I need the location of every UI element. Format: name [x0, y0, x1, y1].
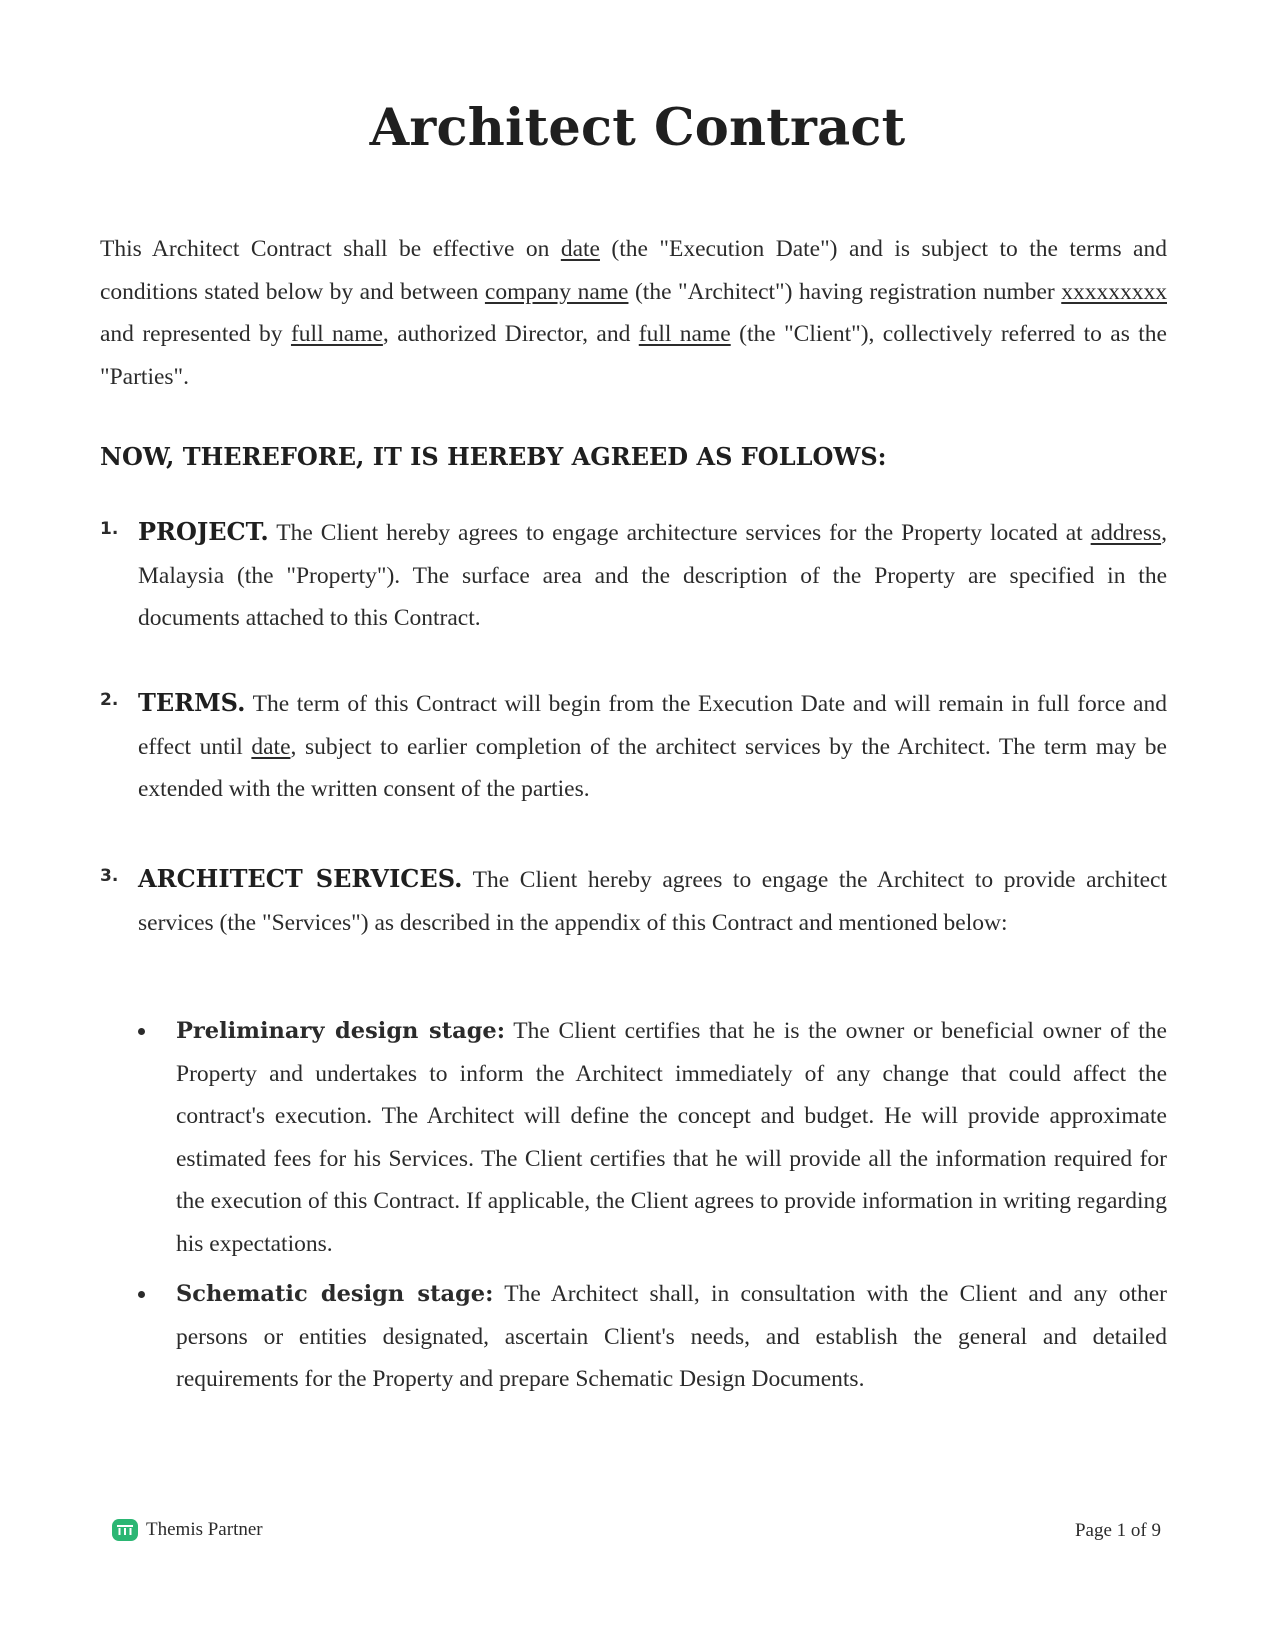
- clause-number: 3.: [100, 866, 119, 886]
- clause-heading: TERMS.: [138, 688, 246, 717]
- placeholder-client-name: full name: [638, 321, 731, 347]
- bullet-text: [176, 1010, 1167, 1265]
- clause-body: The Client hereby agrees to engage architecture services for the Property located at: [268, 520, 1091, 546]
- clause-heading: ARCHITECT SERVICES.: [138, 864, 463, 893]
- intro-text: This Architect Contract shall be effective on: [100, 236, 561, 262]
- bullet-icon: [138, 1291, 145, 1298]
- clause-number: 2.: [100, 690, 119, 710]
- intro-text: (the "Architect") having registration number: [628, 278, 1062, 305]
- themis-logo-icon: [112, 1519, 138, 1541]
- clause-body: , subject to earlier completion of the architect services by the Architect. The term may be extended with the written consent of the parties.: [138, 733, 1167, 802]
- footer-brand-name: Themis Partner: [146, 1519, 263, 1540]
- bullet-preliminary-design: [138, 1010, 1167, 1265]
- document-title: Architect Contract: [369, 98, 906, 158]
- bullet-heading: Schematic design stage:: [176, 1281, 494, 1307]
- clause-body: , Malaysia (the "Property"). The surface area and the description of the Property are specified in the documents attached to this Contract.: [138, 520, 1167, 631]
- bullet-schematic-design: [138, 1273, 1167, 1401]
- clause-body: The Client hereby agrees to engage the Architect to provide architect services (the "Services") as described in the appendix of this Contract and mentioned below:: [138, 867, 1167, 936]
- intro-text: , authorized Director, and: [382, 321, 639, 347]
- intro-text: (the "Client"), collectively referred to as the "Parties".: [100, 321, 1167, 390]
- clause-architect-services: [100, 858, 1167, 944]
- placeholder-director-name: full name: [290, 321, 383, 347]
- clause-text: [138, 511, 1167, 640]
- bullet-text: [176, 1273, 1167, 1401]
- intro-text: and represented by: [100, 321, 291, 347]
- placeholder-address: address: [1090, 520, 1162, 546]
- agreed-heading: NOW, THEREFORE, IT IS HEREBY AGREED AS FOLLOWS:: [100, 442, 887, 471]
- clause-terms: [100, 682, 1167, 811]
- footer-brand: [112, 1519, 263, 1541]
- intro-text: (the "Execution Date") and is subject to the terms and conditions stated below by and between: [100, 236, 1167, 305]
- clause-body: The term of this Contract will begin from the Execution Date and will remain in full force and effect until: [138, 691, 1167, 760]
- placeholder-registration-number: xxxxxxxxx: [1061, 278, 1167, 305]
- intro-paragraph: [100, 228, 1167, 398]
- placeholder-date: date: [560, 236, 600, 262]
- placeholder-date: date: [251, 733, 291, 760]
- clause-text: [138, 682, 1167, 811]
- page-number: Page 1 of 9: [1074, 1520, 1161, 1541]
- clause-text: [138, 858, 1167, 944]
- bullet-body: The Architect shall, in consultation with the Client and any other persons or entities designated, ascertain Client's needs, and establish the general and detailed requirements for the Property and prepare Schematic Design Documents.: [176, 1281, 1167, 1392]
- bullet-body: The Client certifies that he is the owner or beneficial owner of the Property and undertakes to inform the Architect immediately of any change that could affect the contract's execution. The Architect will define the concept and budget. He will provide approximate estimated fees for his Services. The Client certifies that he will provide all the information required for the execution of this Contract. If applicable, the Client agrees to provide information in writing regarding his expectations.: [176, 1018, 1167, 1257]
- bullet-icon: [138, 1028, 145, 1035]
- clause-project: [100, 511, 1167, 640]
- clause-number: 1.: [100, 519, 119, 539]
- clause-heading: PROJECT.: [138, 517, 269, 546]
- placeholder-company-name: company name: [484, 278, 629, 305]
- bullet-heading: Preliminary design stage:: [176, 1018, 506, 1044]
